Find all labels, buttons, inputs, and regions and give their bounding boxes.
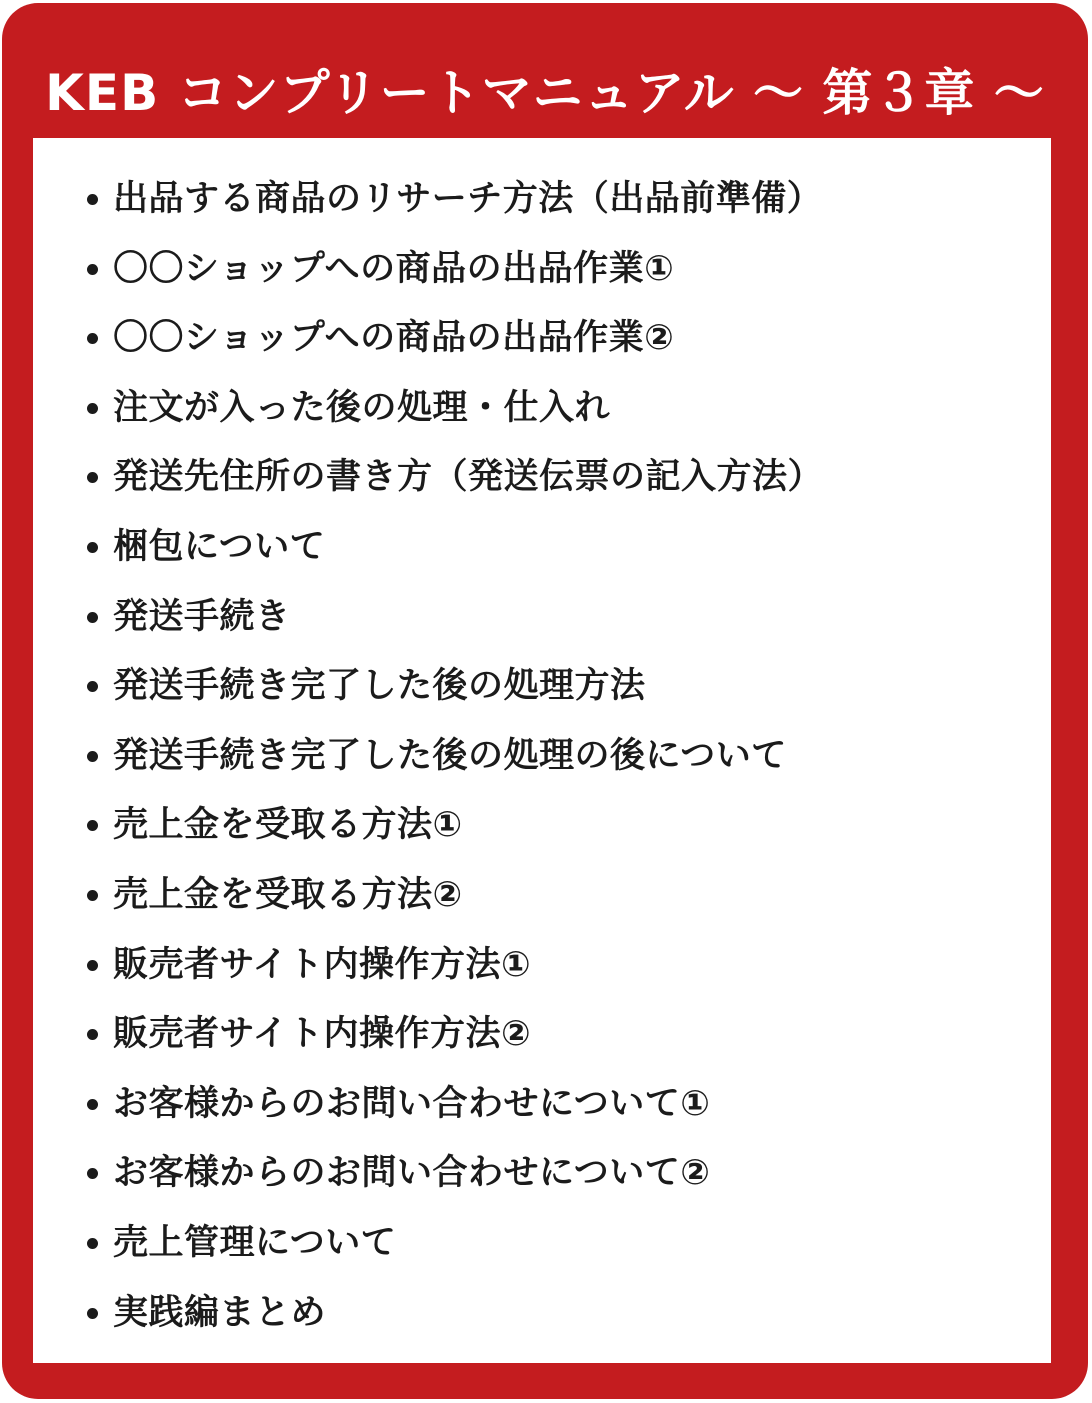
- bullet-icon: [87, 264, 98, 275]
- bullet-icon: [87, 1029, 98, 1040]
- list-item: [33, 1070, 1051, 1140]
- list-item: [33, 165, 1051, 235]
- list-item-label: 発送手続き完了した後の処理の後について: [113, 735, 787, 776]
- page-title: KEB コンプリートマニュアル 〜 第３章 〜: [45, 64, 1045, 122]
- list-item-label: 売上管理について: [113, 1222, 397, 1263]
- list-item: [33, 791, 1051, 861]
- bullet-icon: [87, 960, 98, 971]
- bullet-icon: [87, 890, 98, 901]
- bullet-icon: [87, 820, 98, 831]
- table-of-contents: [33, 165, 1051, 1348]
- list-item: [33, 583, 1051, 653]
- bullet-icon: [87, 333, 98, 344]
- bullet-icon: [87, 751, 98, 762]
- list-item-label: 〇〇ショップへの商品の出品作業①: [113, 248, 675, 289]
- bullet-icon: [87, 1238, 98, 1249]
- list-item-label: 販売者サイト内操作方法②: [113, 1014, 532, 1055]
- bullet-icon: [87, 681, 98, 692]
- list-item: [33, 1209, 1051, 1279]
- bullet-icon: [87, 1168, 98, 1179]
- list-item: [33, 513, 1051, 583]
- list-item: [33, 443, 1051, 513]
- list-item-label: 出品する商品のリサーチ方法（出品前準備）: [113, 179, 823, 219]
- list-item-label: 注文が入った後の処理・仕入れ: [113, 387, 611, 428]
- list-item: [33, 304, 1051, 374]
- list-item: [33, 722, 1051, 792]
- bullet-icon: [87, 194, 98, 205]
- list-item-label: 売上金を受取る方法①: [113, 805, 463, 846]
- list-item-label: 売上金を受取る方法②: [113, 874, 463, 915]
- list-item: [33, 235, 1051, 305]
- content-panel: [33, 138, 1051, 1363]
- list-item: [33, 931, 1051, 1001]
- list-item-label: 実践編まとめ: [113, 1292, 327, 1333]
- list-item-label: 発送先住所の書き方（発送伝票の記入方法）: [113, 457, 824, 498]
- list-item-label: 販売者サイト内操作方法①: [113, 944, 532, 985]
- bullet-icon: [87, 542, 98, 553]
- list-item-label: お客様からのお問い合わせについて②: [113, 1153, 711, 1194]
- list-item-label: お客様からのお問い合わせについて①: [113, 1083, 711, 1124]
- list-item: [33, 374, 1051, 444]
- bullet-icon: [87, 1099, 98, 1110]
- list-item-label: 〇〇ショップへの商品の出品作業②: [113, 318, 675, 359]
- bullet-icon: [87, 612, 98, 623]
- bullet-icon: [87, 472, 98, 483]
- red-frame: [2, 3, 1088, 1399]
- list-item: [33, 1279, 1051, 1349]
- list-item: [33, 861, 1051, 931]
- bullet-icon: [87, 1308, 98, 1319]
- list-item: [33, 1000, 1051, 1070]
- list-item-label: 梱包について: [113, 526, 326, 567]
- list-item-label: 発送手続き: [113, 596, 291, 637]
- list-item: [33, 652, 1051, 722]
- list-item-label: 発送手続き完了した後の処理方法: [113, 666, 646, 707]
- list-item: [33, 1139, 1051, 1209]
- bullet-icon: [87, 403, 98, 414]
